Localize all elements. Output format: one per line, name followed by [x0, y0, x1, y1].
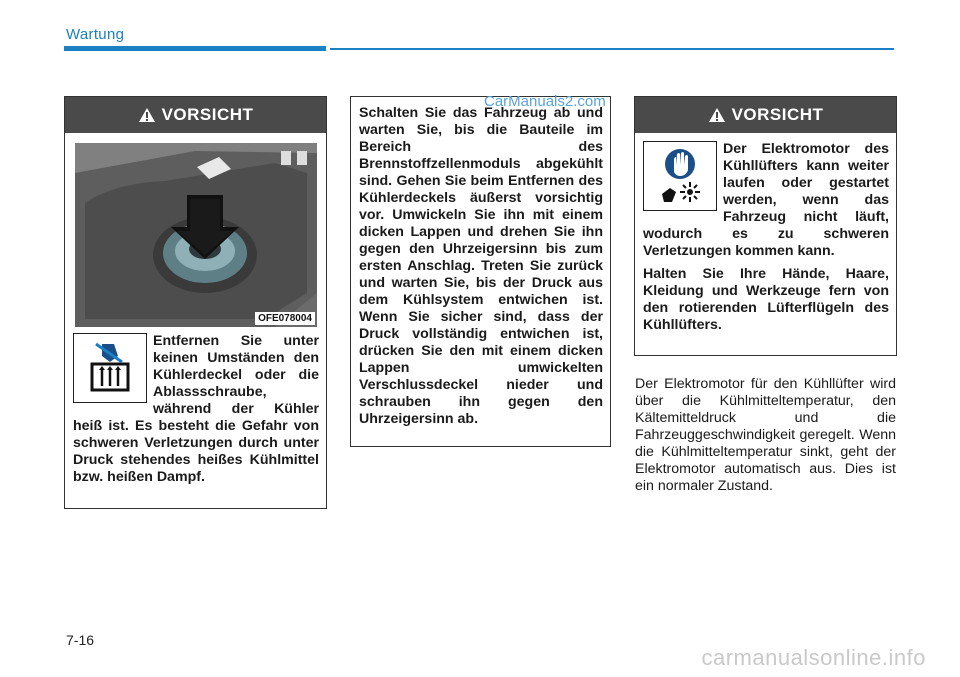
- section-title: Wartung: [66, 26, 125, 43]
- caution-box-left: [64, 96, 327, 509]
- fan-pictogram: [643, 141, 717, 211]
- no-touch-hot-radiator-icon: [80, 340, 140, 396]
- radiator-cap-illustration: [75, 143, 317, 327]
- watermark-bottom: carmanualsonline.info: [701, 645, 926, 670]
- caution-heading: VORSICHT: [161, 105, 254, 124]
- header-rule-thin: [330, 48, 894, 50]
- radiator-cap-photo: [75, 143, 317, 327]
- hot-radiator-pictogram: [73, 333, 147, 403]
- caution-box-right: [634, 96, 897, 356]
- header-rule-thick: [64, 46, 326, 51]
- caution-heading: VORSICHT: [731, 105, 824, 124]
- photo-label: OFE078004: [255, 312, 315, 325]
- watermark-top: CarManuals2.com: [484, 93, 606, 110]
- caution-box-middle: [350, 96, 611, 447]
- caution-left-text: Entfernen Sie unter keinen Umständen den Kühlerdeckel oder die Ablassschraube, während der Kühler heiß ist. Es besteht die Gefahr von schweren Verletzungen durch unter Druck stehendes heißes Kühlmittel bzw. heißen Dampf.: [73, 333, 319, 485]
- caution-header: [65, 97, 326, 133]
- stop-hand-fan-icon: [650, 146, 710, 206]
- warning-triangle-icon: [138, 107, 156, 123]
- body-paragraph: Der Elektromotor für den Kühllüfter wird über die Kühlmitteltemperatur, den Kältemitteldruck und die Fahrzeuggeschwindigkeit geregelt. Wenn die Kühlmitteltemperatur sinkt, geht der Elektromotor automatisch aus. Dies ist ein normaler Zustand.: [635, 376, 896, 494]
- caution-right-text-2: Halten Sie Ihre Hände, Haare, Kleidung und Werkzeuge fern von den rotierenden Lüfterflügeln des Kühllüfters.: [643, 266, 889, 333]
- page-number: 7-16: [66, 632, 95, 648]
- caution-header: [635, 97, 896, 133]
- caution-right-text-1: Der Elektromotor des Kühllüfters kann weiter laufen oder gestartet werden, wenn das Fahrzeug nicht läuft, wodurch es zu schweren Verletzungen kommen kann.: [643, 141, 889, 259]
- caution-middle-text: Schalten Sie das Fahrzeug ab und warten Sie, bis die Bauteile im Bereich des Brennstoffzellenmoduls abgekühlt sind. Gehen Sie beim Entfernen des Kühlerdeckels äußerst vorsichtig vor. Umwickeln Sie ihn mit einem dicken Lappen und drehen Sie ihn gegen den Uhrzeigersinn bis zum ersten Anschlag. Treten Sie zurück und warten Sie, bis der Druck aus dem Kühlsystem entwichen ist. Wenn Sie sicher sind, dass der Druck vollständig entwichen ist, drücken Sie den mit einem dicken Lappen umwickelten Verschlussdeckel nieder und schrauben ihn gegen den Uhrzeigersinn ab.: [359, 105, 603, 427]
- warning-triangle-icon: [708, 107, 726, 123]
